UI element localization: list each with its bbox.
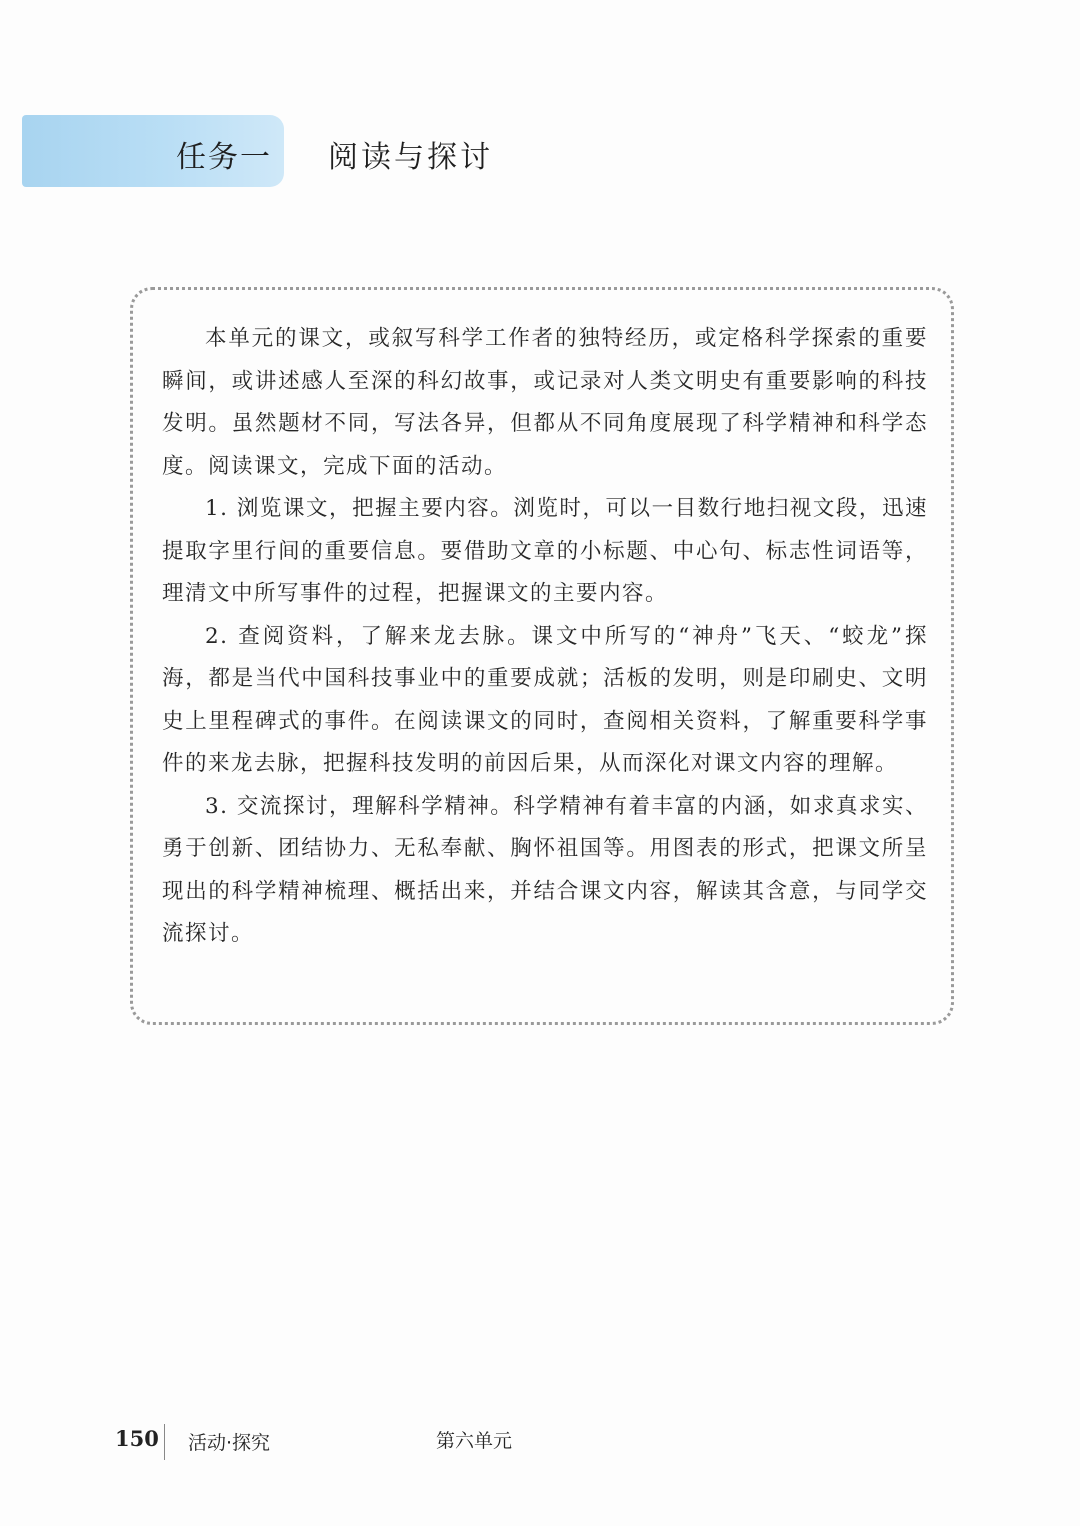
- intro-paragraph: 本单元的课文，或叙写科学工作者的独特经历，或定格科学探索的重要瞬间，或讲述感人至深的科幻故事，或记录对人类文明史有重要影响的科技发明。虽然题材不同，写法各异，但都从不同角度展现了科学精神和科学态度。阅读课文，完成下面的活动。: [162, 326, 928, 479]
- footer-divider: [164, 1424, 165, 1460]
- task-number: 任务一: [176, 140, 272, 175]
- activity-3-paragraph: 3. 交流探讨，理解科学精神。科学精神有着丰富的内涵，如求真求实、勇于创新、团结协力、无私奉献、胸怀祖国等。用图表的形式，把课文所呈现出的科学精神梳理、概括出来，并结合课文内容，解读其含意，与同学交流探讨。: [162, 793, 928, 946]
- content-text: [162, 318, 928, 956]
- footer-section: 活动·探究: [188, 1432, 271, 1454]
- activity-2-paragraph: 2. 查阅资料，了解来龙去脉。课文中所写的“神舟”飞天、“蛟龙”探海，都是当代中国科技事业中的重要成就；活板的发明，则是印刷史、文明史上里程碑式的事件。在阅读课文的同时，查阅相关资料，了解重要科学事件的来龙去脉，把握科技发明的前因后果，从而深化对课文内容的理解。: [162, 623, 928, 776]
- task-title: 阅读与探讨: [328, 140, 493, 175]
- page-number: 150: [115, 1426, 159, 1451]
- activity-1-paragraph: 1. 浏览课文，把握主要内容。浏览时，可以一目数行地扫视文段，迅速提取字里行间的重要信息。要借助文章的小标题、中心句、标志性词语等，理清文中所写事件的过程，把握课文的主要内容。: [162, 496, 928, 606]
- footer-unit: 第六单元: [436, 1430, 513, 1452]
